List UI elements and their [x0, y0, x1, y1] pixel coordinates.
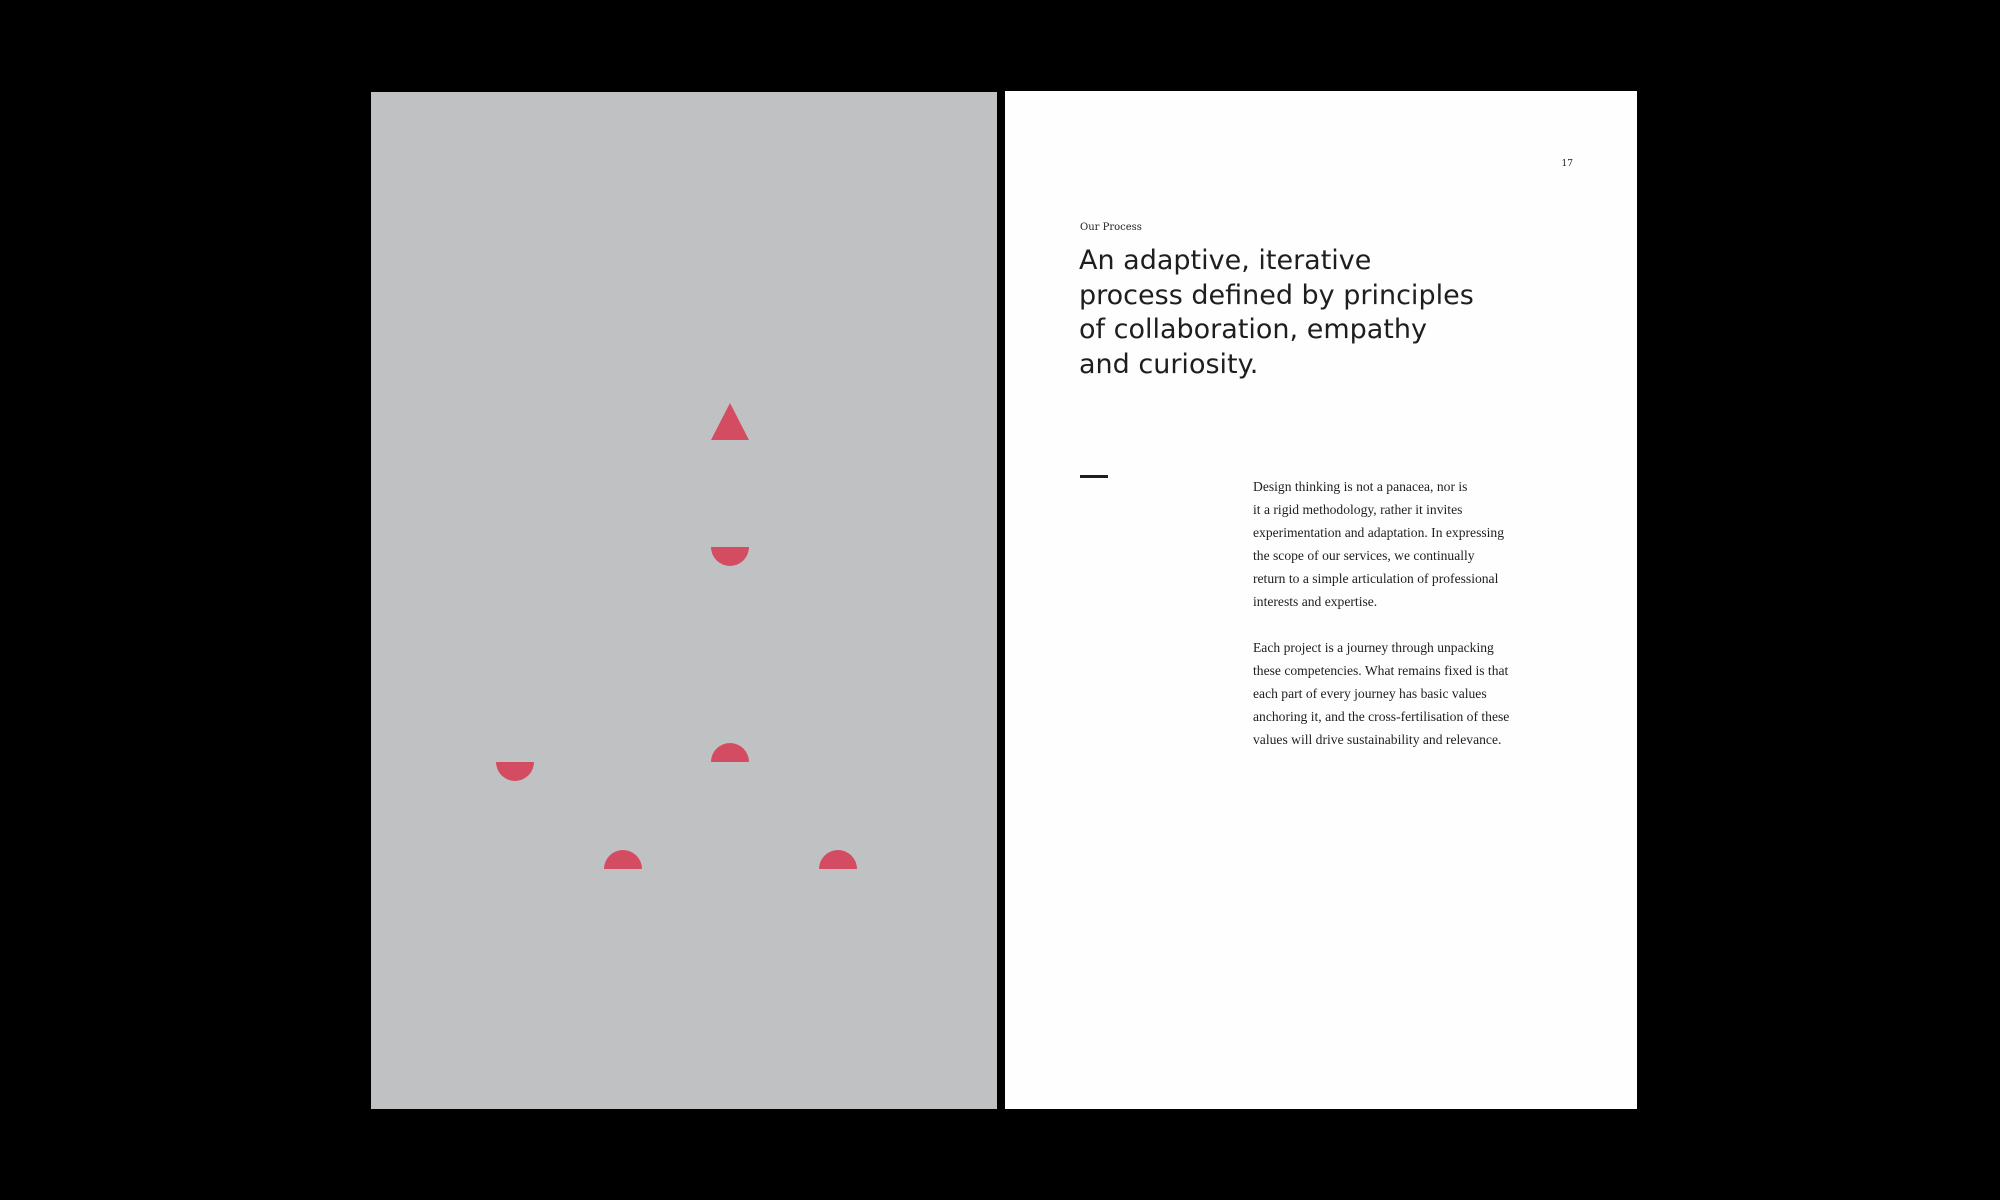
section-label: Our Process — [1080, 222, 1142, 233]
headline-line: and curiosity. — [1079, 348, 1259, 380]
body-line: values will drive sustainability and relevance. — [1253, 732, 1502, 747]
paragraph-2 — [1253, 636, 1583, 751]
body-copy — [1253, 475, 1583, 774]
shape-pattern — [371, 92, 997, 1109]
body-line: the scope of our services, we continually — [1253, 548, 1475, 563]
body-line: experimentation and adaptation. In expressing — [1253, 525, 1505, 540]
headline-line: An adaptive, iterative — [1079, 245, 1372, 276]
body-line: anchoring it, and the cross-fertilisation of these — [1253, 709, 1510, 724]
left-page — [371, 92, 997, 1109]
paragraph-1 — [1253, 475, 1583, 613]
body-line: return to a simple articulation of professional — [1253, 571, 1499, 586]
body-line: interests and expertise. — [1253, 594, 1378, 609]
headline-line: of collaboration, empathy — [1079, 314, 1427, 345]
half-circle-down-icon — [496, 762, 534, 781]
half-circle-up-icon — [604, 850, 642, 869]
body-line: Each project is a journey through unpacking — [1253, 640, 1494, 655]
right-page — [1005, 91, 1637, 1109]
body-line: these competencies. What remains fixed is that — [1253, 663, 1509, 678]
page-number: 17 — [1561, 159, 1573, 169]
dash-divider — [1080, 475, 1108, 478]
body-line: each part of every journey has basic values — [1253, 686, 1487, 701]
body-line: it a rigid methodology, rather it invites — [1253, 502, 1463, 517]
half-circle-down-icon — [711, 547, 749, 566]
half-circle-up-icon — [711, 743, 749, 762]
body-line: Design thinking is not a panacea, nor is — [1253, 479, 1468, 494]
headline — [1079, 244, 1519, 382]
half-circle-up-icon — [819, 850, 857, 869]
triangle-icon — [711, 403, 749, 440]
headline-line: process defined by principles — [1079, 279, 1474, 311]
